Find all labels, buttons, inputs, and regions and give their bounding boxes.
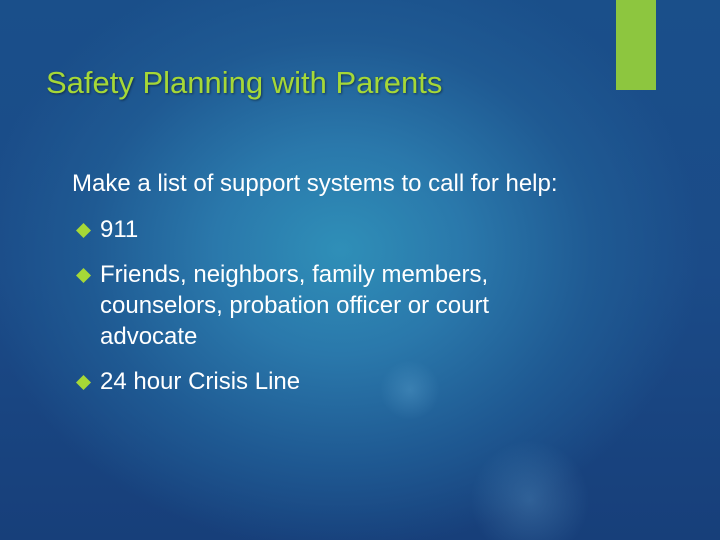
diamond-bullet-icon bbox=[76, 375, 91, 390]
slide-title: Safety Planning with Parents bbox=[46, 64, 443, 100]
bullet-text: 24 hour Crisis Line bbox=[100, 368, 301, 395]
bullet-item bbox=[72, 259, 592, 352]
accent-bar bbox=[616, 0, 656, 90]
bullet-list bbox=[72, 214, 592, 397]
diamond-bullet-icon bbox=[76, 223, 91, 238]
intro-text: Make a list of support systems to call for help: bbox=[72, 170, 558, 197]
bullet-item bbox=[72, 366, 592, 397]
diamond-bullet-icon bbox=[76, 268, 91, 283]
bullet-text: 911 bbox=[100, 216, 139, 243]
bullet-text: Friends, neighbors, family members, counselors, probation officer or court advocate bbox=[100, 261, 490, 350]
background-glow bbox=[470, 440, 590, 540]
slide-content bbox=[72, 168, 592, 411]
bullet-item bbox=[72, 214, 592, 245]
